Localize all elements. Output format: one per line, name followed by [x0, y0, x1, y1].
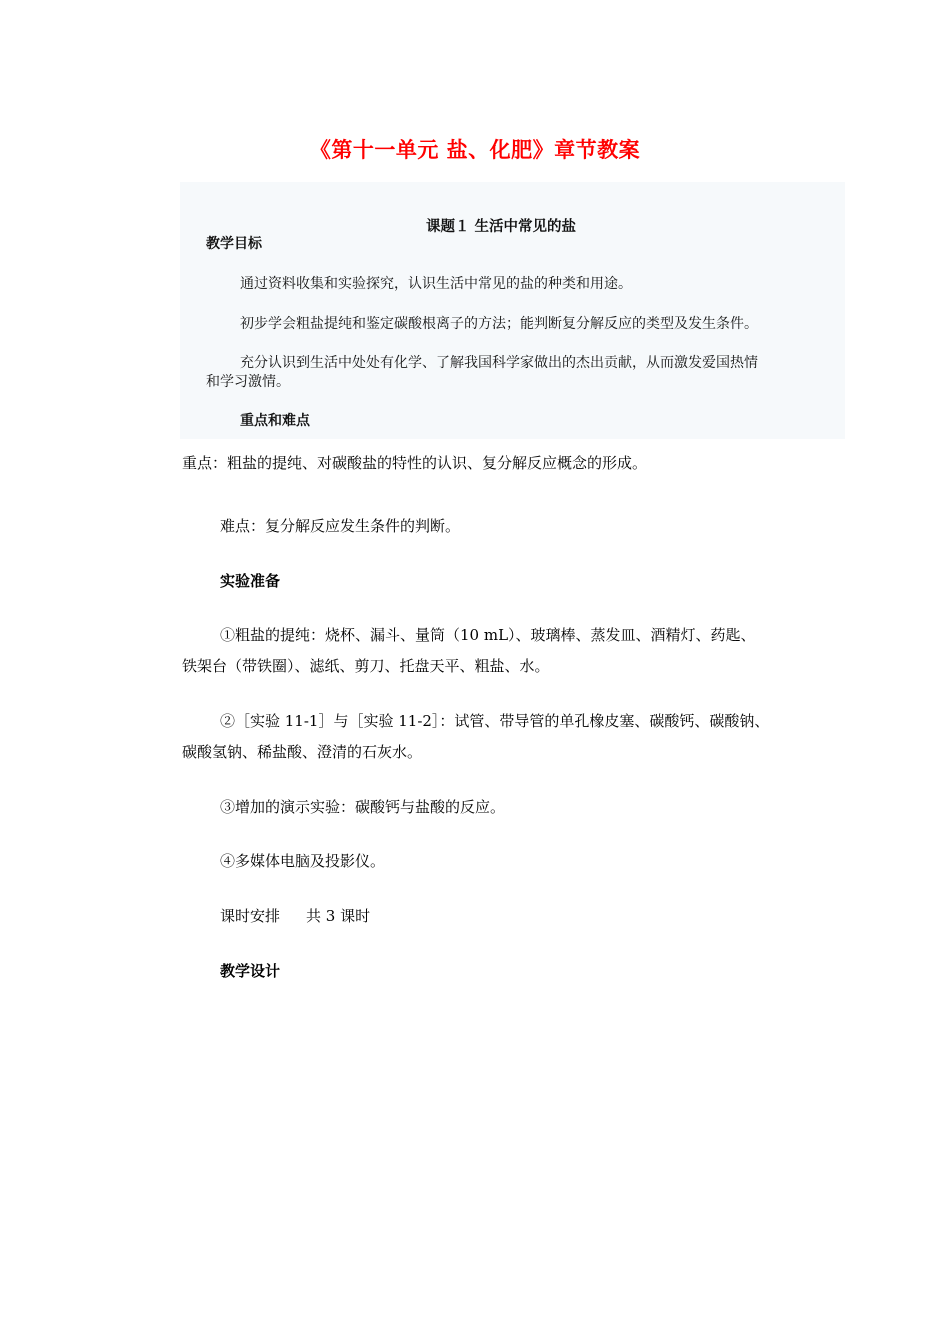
design-heading: 教学设计	[220, 962, 281, 980]
prep-item-continuation: 碳酸氢钠、稀盐酸、澄清的石灰水。	[182, 743, 423, 761]
prep-item: ①粗盐的提纯：烧杯、漏斗、量筒（10 mL）、玻璃棒、蒸发皿、酒精灯、药匙、	[220, 626, 756, 644]
document-title: 《第十一单元 盐、化肥》章节教案	[309, 138, 641, 162]
goal-item: 充分认识到生活中处处有化学、了解我国科学家做出的杰出贡献，从而激发爱国热情	[240, 355, 758, 371]
prep-heading: 实验准备	[220, 572, 281, 590]
prep-item: ②［实验 11-1］与［实验 11-2］：试管、带导管的单孔橡皮塞、碳酸钙、碳酸钠、	[220, 712, 770, 730]
goal-item: 通过资料收集和实验探究，认识生活中常见的盐的种类和用途。	[240, 276, 632, 292]
lesson-panel	[180, 182, 845, 439]
prep-item: ③增加的演示实验：碳酸钙与盐酸的反应。	[220, 798, 506, 816]
prep-item-continuation: 铁架台（带铁圈）、滤纸、剪刀、托盘天平、粗盐、水。	[182, 657, 550, 675]
key-point-paragraph: 重点：粗盐的提纯、对碳酸盐的特性的认识、复分解反应概念的形成。	[182, 454, 648, 472]
difficulty-paragraph: 难点：复分解反应发生条件的判断。	[220, 517, 461, 535]
schedule-value: 共 3 课时	[306, 907, 371, 925]
schedule-label: 课时安排	[220, 907, 281, 925]
lesson-title: 课题１ 生活中常见的盐	[426, 219, 577, 235]
schedule-line	[220, 905, 370, 926]
goal-item-continuation: 和学习激情。	[206, 374, 290, 390]
prep-item: ④多媒体电脑及投影仪。	[220, 852, 386, 870]
keypoints-heading: 重点和难点	[240, 413, 310, 429]
goal-item: 初步学会粗盐提纯和鉴定碳酸根离子的方法；能判断复分解反应的类型及发生条件。	[240, 316, 758, 332]
goals-heading: 教学目标	[206, 236, 262, 252]
